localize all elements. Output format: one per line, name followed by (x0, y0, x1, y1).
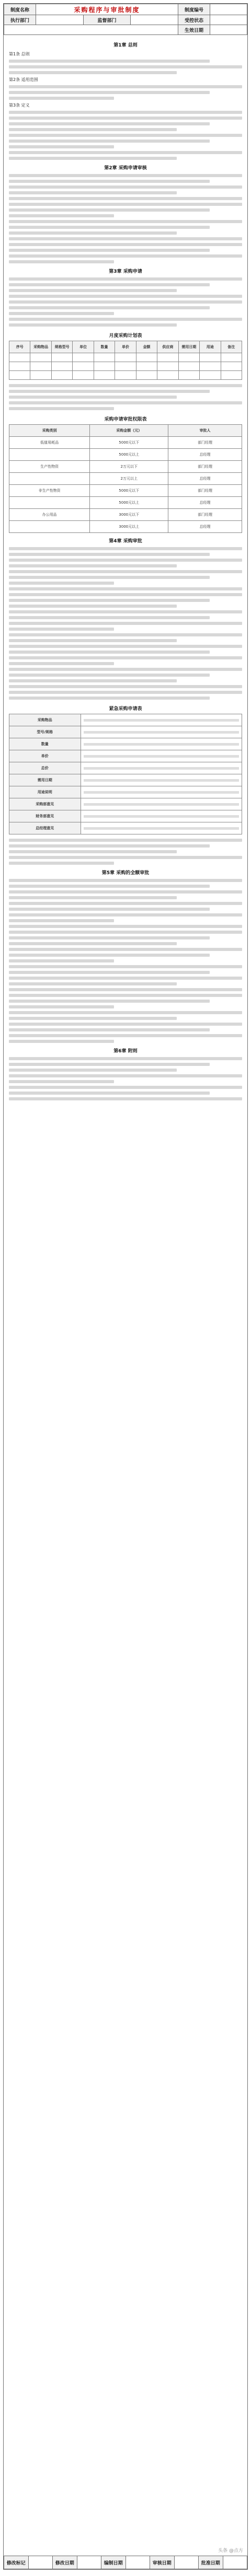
table-header-cell: 用途 (200, 341, 221, 353)
control-status-value (210, 15, 247, 25)
table-row: 总价 (9, 762, 242, 774)
chapter-4-heading: 第4章 采购审批 (109, 539, 142, 544)
table-row: 总经理意见 (9, 822, 242, 834)
urgent-purchase-table (9, 714, 242, 834)
table-row: 低值易耗品 5000元以下 部门经理 (9, 437, 242, 449)
label-review-date: 审核日期 (150, 2556, 175, 2569)
document-header (4, 4, 247, 35)
label-revision-mark: 修改标记 (4, 2556, 29, 2569)
approval-authority-table-caption: 采购申请审批权限表 (104, 417, 147, 422)
article-2-heading: 第2条 适用范围 (9, 77, 38, 82)
table-row: 采购物品 (9, 714, 242, 726)
table-row: 办公用品 3000元以下 部门经理 (9, 509, 242, 521)
chapter-3-heading: 第3章 采购申请 (109, 269, 142, 274)
label-effective-date: 生效日期 (178, 25, 210, 35)
chapter-6-heading: 第6章 附则 (113, 1049, 138, 1054)
table-header-cell: 序号 (9, 341, 30, 353)
footer-blank-cell (28, 2556, 53, 2569)
label-revision-date: 修改日期 (53, 2556, 77, 2569)
table-row (9, 353, 242, 362)
label-execute-dept: 执行部门 (4, 15, 36, 25)
urgent-purchase-table-caption: 紧急采购申请表 (109, 706, 142, 712)
label-control-status: 受控状态 (178, 15, 210, 25)
document-footer (4, 2556, 247, 2569)
footer-blank-cell (77, 2556, 101, 2569)
table-header-cell: 供应商 (157, 341, 178, 353)
table-row: 型号/规格 (9, 726, 242, 738)
footer-blank-cell (174, 2556, 199, 2569)
table-row: 需用日期 (9, 774, 242, 786)
table-header-cell: 规格型号 (51, 341, 72, 353)
table-row: 3000元以上 总经理 (9, 521, 242, 533)
header-blank-cell (4, 25, 178, 35)
table-row: 数量 (9, 738, 242, 750)
document-body (4, 35, 247, 2549)
chapter-1-heading: 第1章 总则 (113, 43, 138, 48)
effective-date-value (210, 25, 247, 35)
label-supervise-dept: 监督部门 (83, 15, 131, 25)
supervise-dept-value (131, 15, 178, 25)
table-header-cell: 单价 (115, 341, 136, 353)
table-row (9, 371, 242, 380)
document-title: 采购程序与审批制度 (36, 4, 178, 15)
table-row: 用途说明 (9, 786, 242, 798)
document-page (3, 3, 248, 2570)
table-row: 单价 (9, 750, 242, 762)
label-compile-date: 编制日期 (101, 2556, 126, 2569)
article-1-heading: 第1条 总则 (9, 52, 30, 56)
watermark: 头条 @点方 (218, 2548, 243, 2554)
table-row: 采购部意见 (9, 798, 242, 810)
footer-blank-cell (126, 2556, 150, 2569)
table-header-cell: 采购金额（元） (90, 425, 168, 437)
table-header-cell: 金额 (136, 341, 157, 353)
table-header-cell: 需用日期 (178, 341, 199, 353)
table-row: 生产性物资 2万元以下 部门经理 (9, 461, 242, 473)
table-row: 5000元以上 总经理 (9, 449, 242, 461)
chapter-5-heading: 第5章 采购的全额审批 (101, 871, 150, 876)
table-row (9, 362, 242, 371)
article-3-heading: 第3条 定义 (9, 103, 30, 108)
system-number-value (210, 4, 247, 15)
table-header-cell: 数量 (94, 341, 115, 353)
table-row: 2万元以上 总经理 (9, 473, 242, 485)
table-header-cell: 采购物品 (30, 341, 51, 353)
monthly-plan-table-caption: 月度采购计划表 (109, 333, 142, 339)
table-header-cell: 审批人 (168, 425, 242, 437)
table-row: 非生产性物资 5000元以下 部门经理 (9, 485, 242, 497)
approval-authority-table (9, 424, 242, 533)
chapter-2-heading: 第2章 采购申请审核 (104, 166, 147, 171)
label-system-name: 制度名称 (4, 4, 36, 15)
table-row: 5000元以上 总经理 (9, 497, 242, 509)
table-header-cell: 采购类别 (9, 425, 90, 437)
table-header-cell: 单位 (73, 341, 94, 353)
execute-dept-value (36, 15, 84, 25)
table-row: 财务部意见 (9, 810, 242, 822)
monthly-plan-table (9, 341, 242, 380)
table-header-cell: 备注 (221, 341, 242, 353)
label-approve-date: 批准日期 (199, 2556, 223, 2569)
label-system-number: 制度编号 (178, 4, 210, 15)
footer-blank-cell (223, 2556, 247, 2569)
